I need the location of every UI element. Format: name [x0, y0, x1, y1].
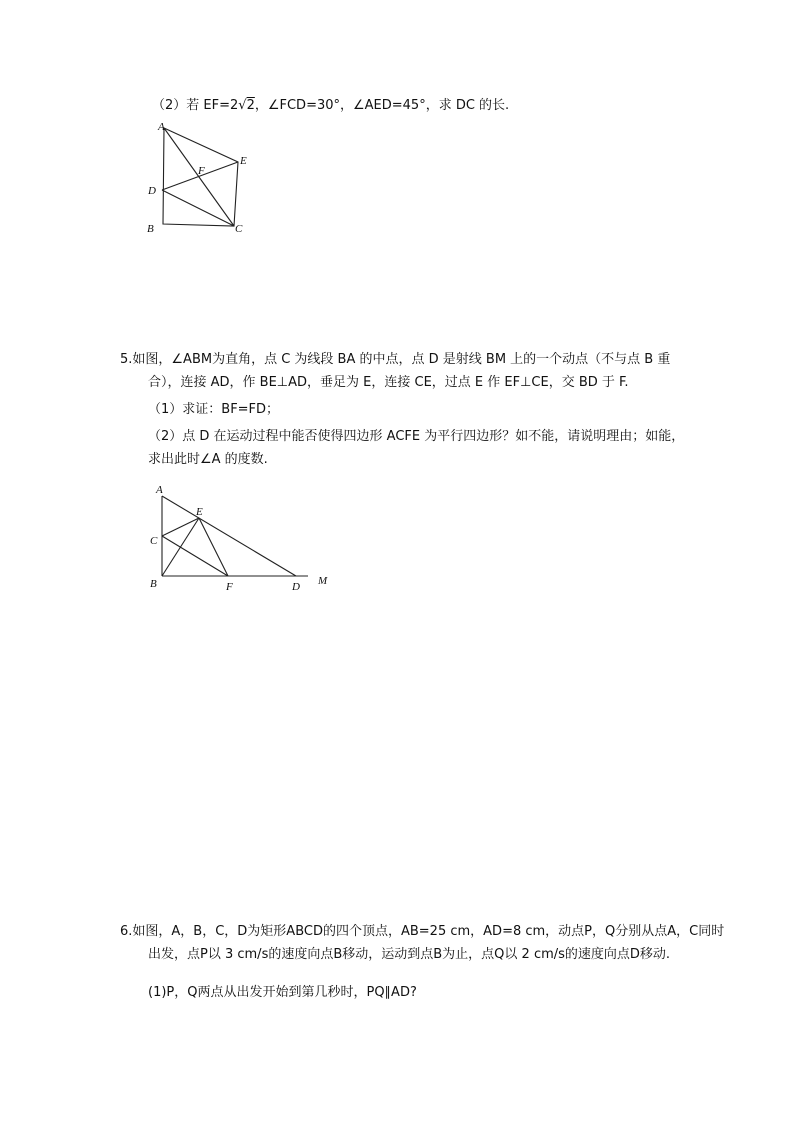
- q4-label-F: F: [198, 165, 205, 177]
- q4-part2-text: [152, 97, 509, 115]
- q6-line-2: 出发，点P以 3 cm/s的速度向点B移动，运动到点B为止，点Q以 2 cm/s的速度向点D移动.: [148, 947, 671, 962]
- q5-line-2: 合），连接 AD，作 BE⊥AD，垂足为 E，连接 CE，过点 E 作 EF⊥CE，交 BD 于 F.: [148, 375, 629, 390]
- q4-segment-DC: [162, 190, 234, 226]
- q5-segment-AD: [162, 496, 296, 576]
- q4-segment-AC: [164, 128, 234, 226]
- q5-label-D: D: [292, 581, 300, 593]
- q4-part2-prefix: （2）若 EF=2: [152, 98, 239, 113]
- q5-label-B: B: [150, 578, 157, 590]
- q4-label-D: D: [148, 185, 156, 197]
- q4-part2-root: 2: [246, 98, 255, 113]
- q5-part2-line-1: （2）点 D 在运动过程中能否使得四边形 ACFE 为平行四边形？如不能，请说明理由；如能，: [148, 429, 685, 444]
- q6-line-1: 6.如图，A，B，C，D为矩形ABCD的四个顶点，AB=25 cm，AD=8 cm，动点P，Q分别从点A，C同时: [120, 924, 725, 939]
- q5-line-1: 5.如图，∠ABM为直角，点 C 为线段 BA 的中点，点 D 是射线 BM 上的一个动点（不与点 B 重: [120, 352, 671, 367]
- q5-label-C: C: [150, 535, 158, 547]
- q4-part2-suffix: ，∠FCD=30°，∠AED=45°，求 DC 的长.: [254, 98, 510, 113]
- q4-label-C: C: [235, 223, 243, 235]
- q5-label-E: E: [196, 506, 203, 518]
- q6-part1: (1)P，Q两点从出发开始到第几秒时，PQ∥AD?: [148, 985, 417, 1000]
- q4-label-B: B: [147, 223, 154, 235]
- sqrt-symbol: √: [238, 98, 247, 113]
- q5-part2-line-2: 求出此时∠A 的度数.: [148, 452, 268, 467]
- q4-figure: [140, 118, 260, 240]
- q5-label-M: M: [318, 575, 328, 587]
- q4-label-E: E: [240, 155, 247, 167]
- q5-part1: （1）求证：BF=FD；: [148, 402, 280, 417]
- q4-label-A: A: [158, 121, 165, 133]
- q5-label-A: A: [156, 484, 163, 496]
- q5-figure: [140, 480, 340, 596]
- q5-label-F: F: [226, 581, 233, 593]
